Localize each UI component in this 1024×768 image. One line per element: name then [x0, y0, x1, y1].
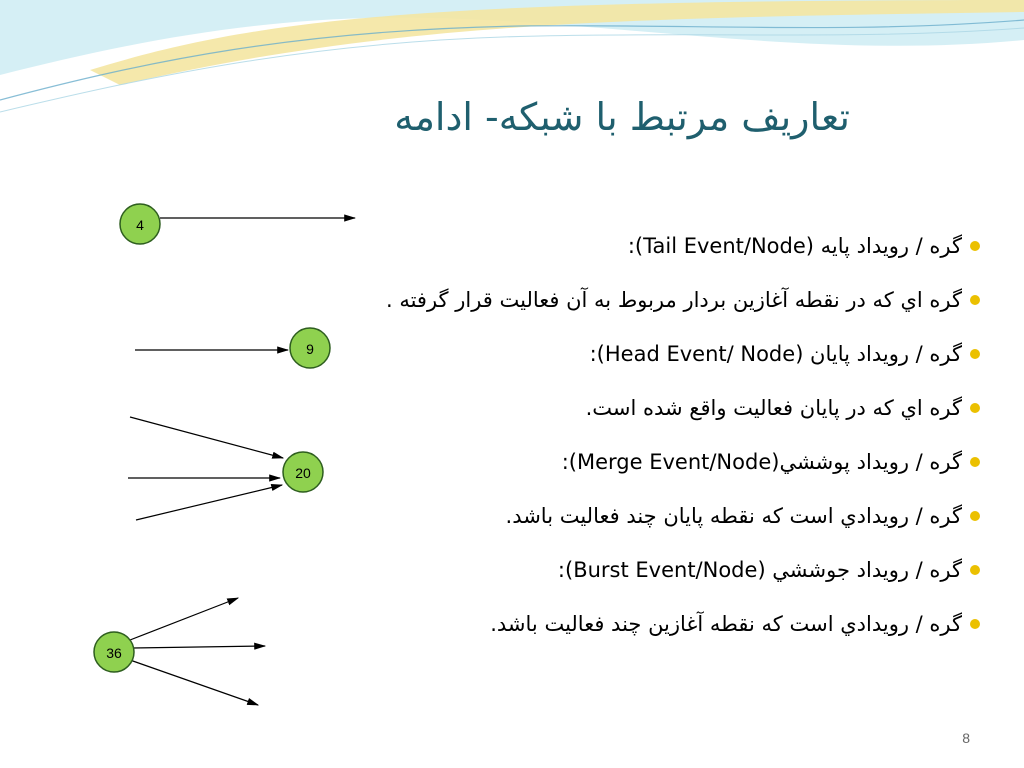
tail-node-label: 4 — [136, 217, 144, 233]
bullet-text-merge: گره / رويداد پوششي(Merge Event/Node): — [561, 450, 962, 474]
bullet-icon — [970, 349, 980, 359]
bullet-icon — [970, 241, 980, 251]
head-node-diagram — [135, 328, 330, 368]
merge-node-label: 20 — [295, 465, 311, 481]
bullet-icon — [970, 619, 980, 629]
bullet-text-burst: گره / رويداد جوششي (Burst Event/Node): — [557, 558, 962, 582]
network-diagram — [0, 190, 400, 730]
head-node-label: 9 — [306, 341, 314, 357]
tail-node-diagram — [120, 204, 355, 244]
bullet-icon — [970, 511, 980, 521]
bullet-text-tail-definition: گره اي كه در نقطه آغازين بردار مربوط به آن فعاليت قرار گرفته . — [385, 288, 962, 312]
bullet-icon — [970, 403, 980, 413]
bullet-text-merge-definition: گره / رويدادي است كه نقطه پايان چند فعاليت باشد. — [505, 504, 962, 528]
bullet-icon — [970, 295, 980, 305]
page-number: 8 — [962, 730, 970, 746]
bullet-text-head-definition: گره اي كه در پايان فعاليت واقع شده است. — [585, 396, 962, 420]
page-title: تعاريف مرتبط با شبكه- ادامه — [394, 95, 850, 139]
bullet-text-head: گره / رويداد پايان (Head Event/ Node): — [589, 342, 962, 366]
burst-node-label: 36 — [106, 645, 122, 661]
burst-node-diagram — [94, 598, 265, 705]
bullet-icon — [970, 565, 980, 575]
bullet-text-tail: گره / رويداد پايه (Tail Event/Node): — [627, 234, 962, 258]
merge-node-diagram — [128, 417, 323, 520]
bullet-text-burst-definition: گره / رويدادي است كه نقطه آغازين چند فعاليت باشد. — [490, 612, 962, 636]
bullet-icon — [970, 457, 980, 467]
